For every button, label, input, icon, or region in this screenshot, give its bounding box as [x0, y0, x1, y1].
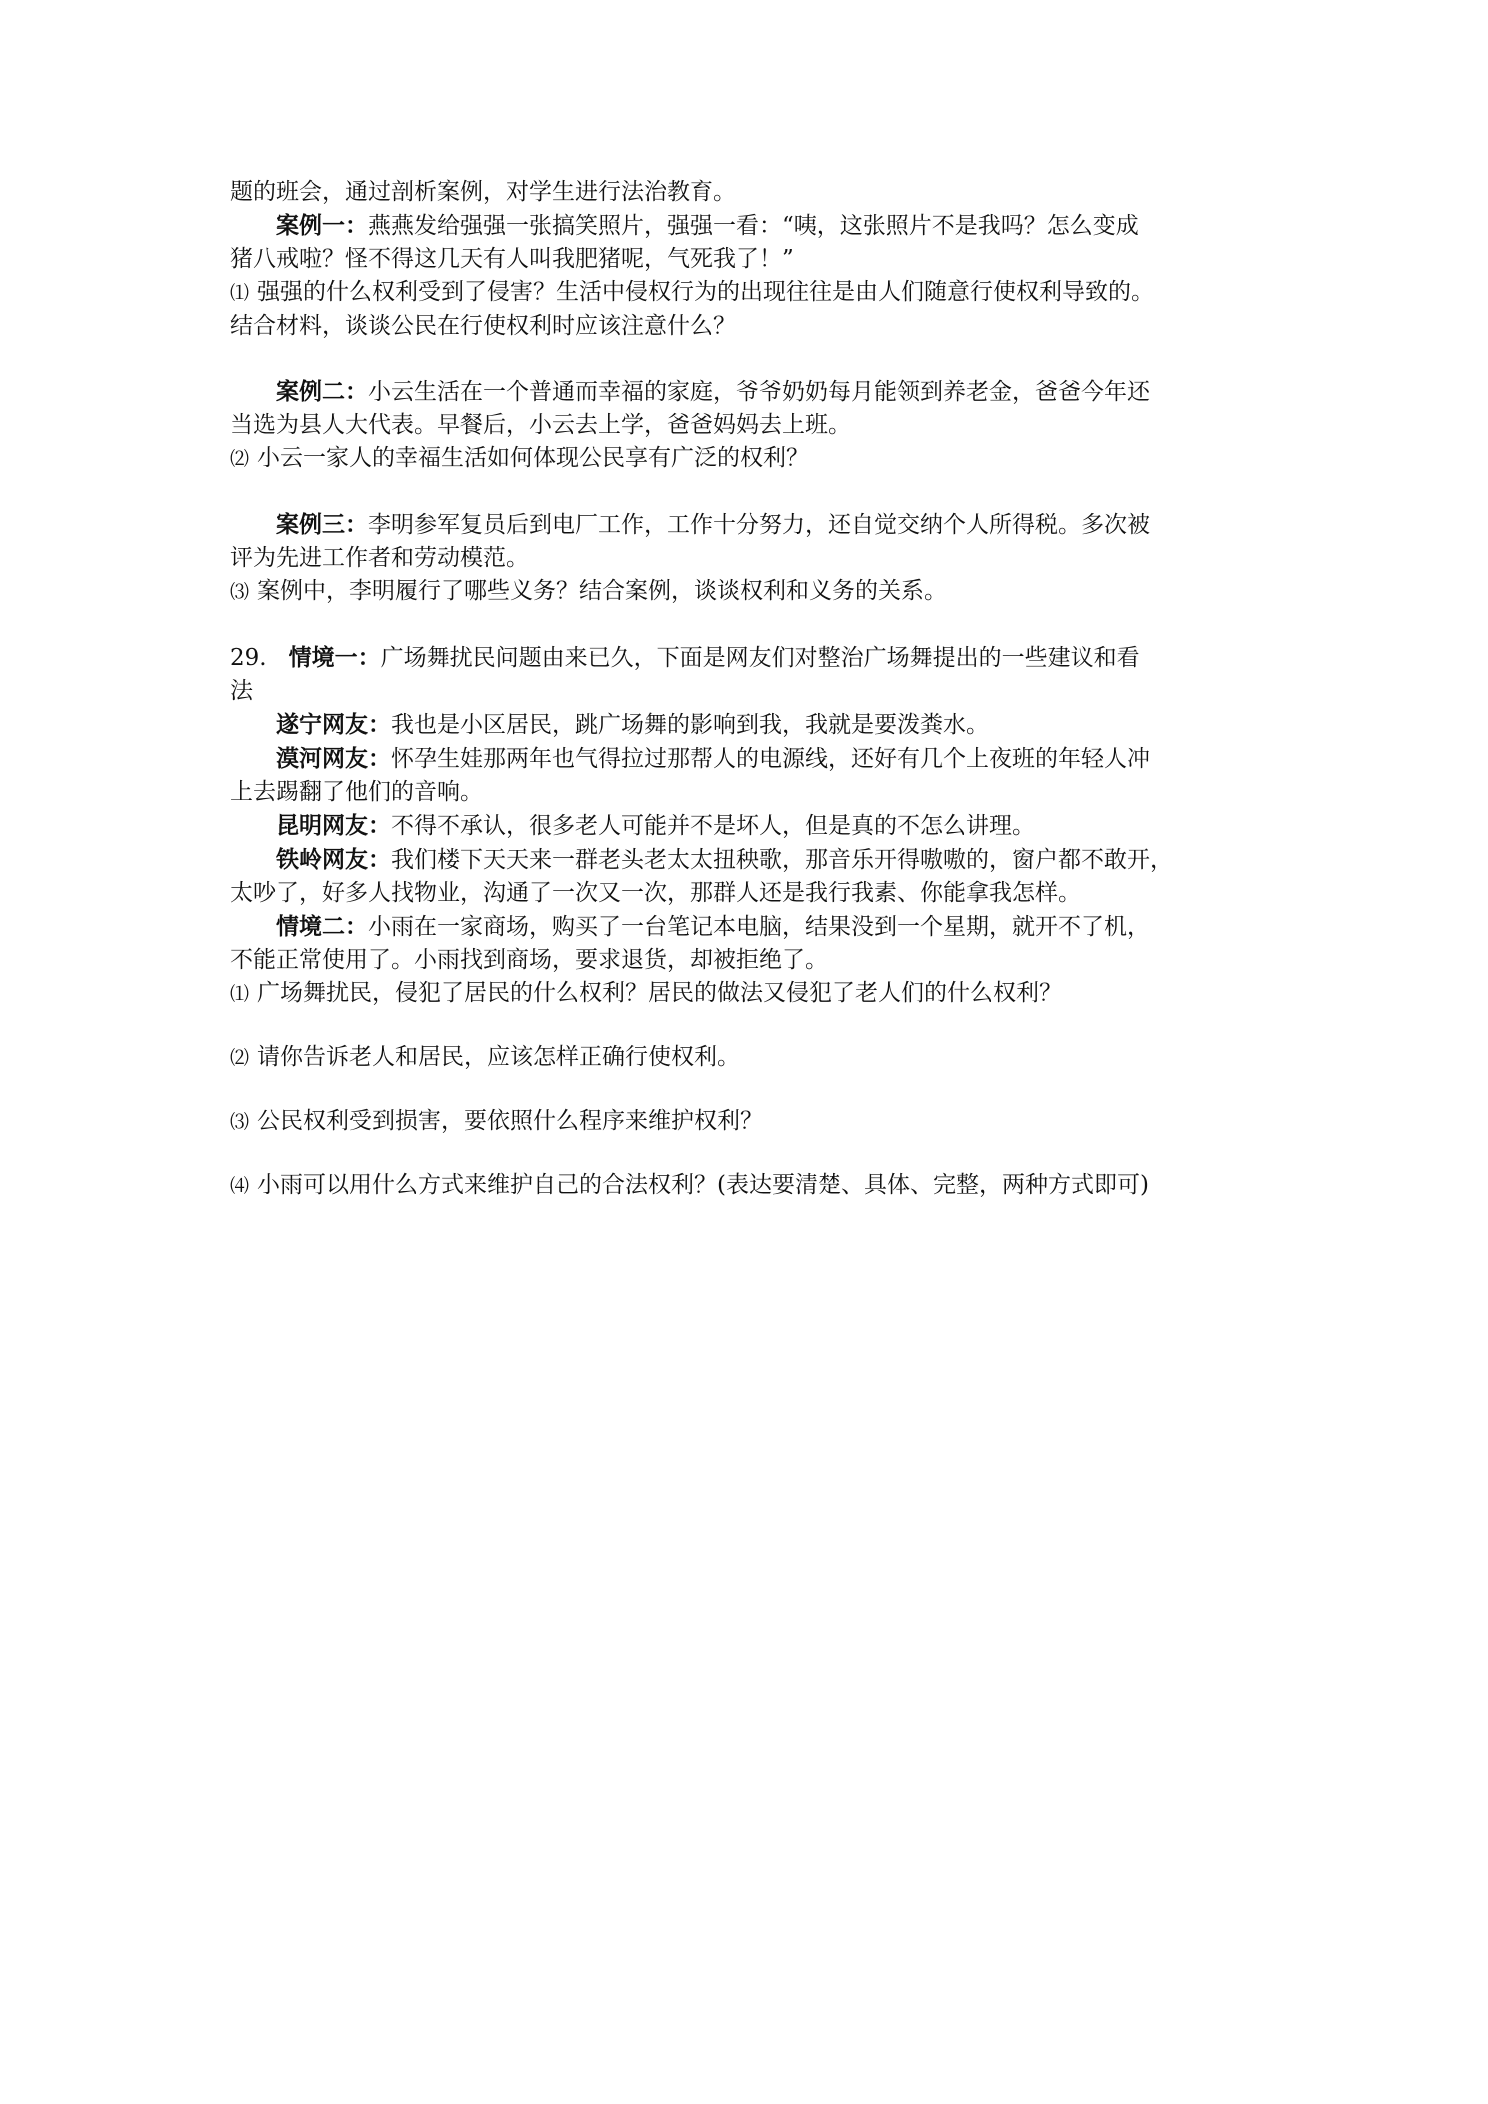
scene2-paragraph — [230, 910, 1290, 944]
scene2-text: 小雨在一家商场，购买了一台笔记本电脑，结果没到一个星期，就开不了机， — [368, 914, 1150, 940]
question-number: ⑶ — [230, 1111, 250, 1133]
netizen-mohe — [230, 742, 1290, 776]
case1-text: 燕燕发给强强一张搞笑照片，强强一看：“咦，这张照片不是我吗？怎么变成 — [368, 213, 1139, 239]
question-number: ⑵ — [230, 1047, 250, 1069]
netizen-tieling-line2: 太吵了，好多人找物业，沟通了一次又一次，那群人还是我行我素、你能拿我怎样。 — [230, 880, 1081, 906]
case3-label: 案例三： — [276, 511, 368, 538]
question-number: ⑴ — [230, 282, 250, 304]
spacer — [230, 1139, 1290, 1169]
question-1 — [230, 276, 1290, 310]
netizen-label: 铁岭网友： — [276, 846, 391, 873]
case2-label: 案例二： — [276, 378, 368, 405]
netizen-text: 怀孕生娃那两年也气得拉过那帮人的电源线，还好有几个上夜班的年轻人冲 — [391, 746, 1150, 772]
sub-question-4 — [230, 1169, 1290, 1203]
question-text: 广场舞扰民，侵犯了居民的什么权利？居民的做法又侵犯了老人们的什么权利？ — [257, 980, 1063, 1006]
question-number: ⑷ — [230, 1175, 250, 1197]
netizen-kunming — [230, 809, 1290, 843]
case3-line2: 评为先进工作者和劳动模范。 — [230, 545, 529, 571]
netizen-label: 昆明网友： — [276, 812, 391, 839]
question-text: 强强的什么权利受到了侵害？生活中侵权行为的出现往往是由人们随意行使权利导致的。 — [257, 279, 1155, 305]
scene1-text: 广场舞扰民问题由来已久，下面是网友们对整治广场舞提出的一些建议和看 — [380, 645, 1140, 671]
case2-text: 小云生活在一个普通而幸福的家庭，爷爷奶奶每月能领到养老金，爸爸今年还 — [368, 379, 1150, 405]
document-body — [230, 176, 1290, 1203]
question-text: 小云一家人的幸福生活如何体现公民享有广泛的权利？ — [257, 445, 810, 471]
question-1-line2: 结合材料，谈谈公民在行使权利时应该注意什么？ — [230, 313, 736, 339]
question-number: ⑶ — [230, 581, 250, 603]
case3-text: 李明参军复员后到电厂工作，工作十分努力，还自觉交纳个人所得税。多次被 — [368, 512, 1150, 538]
question-text: 请你告诉老人和居民，应该怎样正确行使权利。 — [257, 1044, 741, 1070]
netizen-label: 遂宁网友： — [276, 711, 391, 738]
netizen-suining — [230, 708, 1290, 742]
question-number: ⑴ — [230, 983, 250, 1005]
netizen-text: 我们楼下天天来一群老头老太太扭秧歌，那音乐开得嗷嗷的，窗户都不敢开， — [391, 847, 1173, 873]
question-2 — [230, 442, 1290, 476]
question-3 — [230, 575, 1290, 609]
intro-line: 题的班会，通过剖析案例，对学生进行法治教育。 — [230, 179, 736, 205]
spacer — [230, 476, 1290, 508]
netizen-label: 漠河网友： — [276, 745, 391, 772]
spacer — [230, 1011, 1290, 1041]
scene1-line2: 法 — [230, 678, 253, 704]
netizen-text: 我也是小区居民，跳广场舞的影响到我，我就是要泼粪水。 — [391, 712, 989, 738]
case3-paragraph — [230, 508, 1290, 542]
spacer — [230, 343, 1290, 375]
sub-question-1 — [230, 977, 1290, 1011]
scene2-line2: 不能正常使用了。小雨找到商场，要求退货，却被拒绝了。 — [230, 947, 828, 973]
spacer — [230, 609, 1290, 641]
spacer — [230, 1075, 1290, 1105]
question-text: 小雨可以用什么方式来维护自己的合法权利？(表达要清楚、具体、完整，两种方式即可) — [257, 1172, 1149, 1198]
netizen-mohe-line2: 上去踢翻了他们的音响。 — [230, 779, 483, 805]
netizen-text: 不得不承认，很多老人可能并不是坏人，但是真的不怎么讲理。 — [391, 813, 1035, 839]
case2-line2: 当选为县人大代表。早餐后，小云去上学，爸爸妈妈去上班。 — [230, 412, 851, 438]
question-text: 案例中，李明履行了哪些义务？结合案例，谈谈权利和义务的关系。 — [257, 578, 948, 604]
case2-paragraph — [230, 375, 1290, 409]
netizen-tieling — [230, 843, 1290, 877]
case1-label: 案例一： — [276, 212, 368, 239]
question-number: ⑵ — [230, 448, 250, 470]
sub-question-3 — [230, 1105, 1290, 1139]
question-29-heading — [230, 641, 1290, 675]
scene1-label: 情境一： — [288, 644, 381, 671]
case1-line2: 猪八戒啦？怪不得这几天有人叫我肥猪呢，气死我了！” — [230, 246, 794, 272]
question-29-number: 29. — [230, 645, 267, 671]
case1-paragraph — [230, 209, 1290, 243]
sub-question-2 — [230, 1041, 1290, 1075]
scene2-label: 情境二： — [276, 913, 368, 940]
question-text: 公民权利受到损害，要依照什么程序来维护权利？ — [257, 1108, 764, 1134]
